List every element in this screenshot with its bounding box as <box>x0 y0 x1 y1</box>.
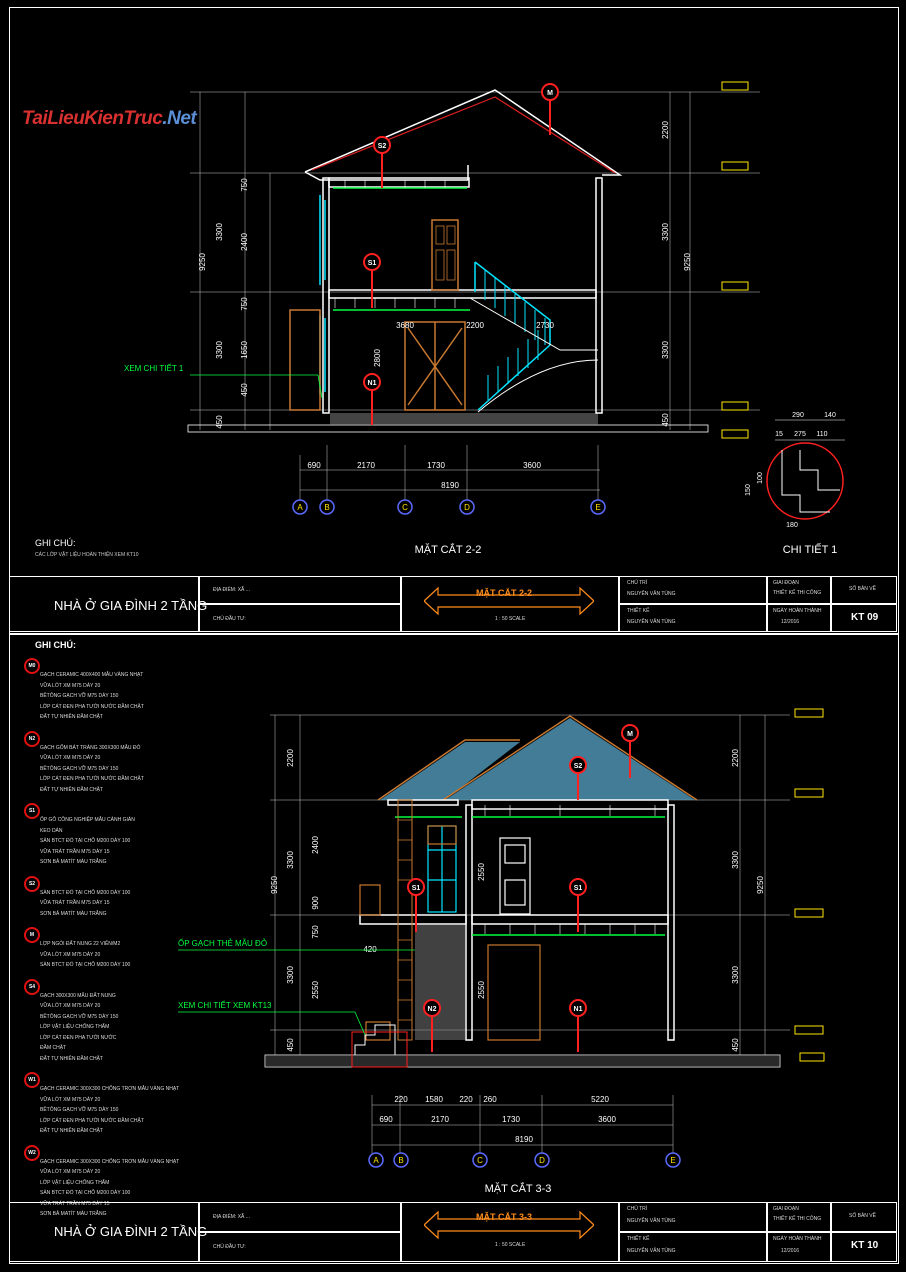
notes-title-2: GHI CHÚ: <box>35 640 76 650</box>
tag-s1: S1 <box>367 260 377 267</box>
legend-line: BÊTÔNG GẠCH VỠ M75 DÀY 150 <box>40 1013 119 1020</box>
legend-line: SÀN BTCT ĐỔ TẠI CHỖ M200 DÀY 100 <box>40 838 131 844</box>
dim2-right-3300a: 3300 <box>731 851 740 869</box>
scale-1: 1 : 50 SCALE <box>495 616 526 622</box>
legend-line: LỚP CÁT ĐEN PHA TƯỚI NƯỚC ĐẦM CHẶT <box>40 703 144 710</box>
legend-line: LỚP VẬT LIỆU CHỐNG THẤM <box>40 1179 110 1186</box>
legend-line: VỮA TRÁT TRẦN M75 DÀY 15 <box>40 848 110 855</box>
legend-line: VỮA LÓT XM M75 DÀY 20 <box>40 1169 101 1175</box>
tag-n1-2: N1 <box>573 1006 583 1013</box>
dim-750b: 750 <box>240 297 249 311</box>
dim-right-2200: 2200 <box>661 121 670 139</box>
dim2-420: 420 <box>363 945 377 954</box>
legend-line: BÊTÔNG GẠCH VỠ M75 DÀY 150 <box>40 693 119 699</box>
date-value-2: 12/2016 <box>781 1248 800 1254</box>
chu-tri-name-1: NGUYỄN VĂN TÙNG <box>627 591 676 597</box>
axis-e-2: E <box>670 1156 676 1165</box>
legend-line: LỚP VẬT LIỆU CHỐNG THẤM <box>40 1024 110 1030</box>
legend-line: GẠCH 300X300 MẪU ĐẤT NUNG <box>40 992 116 999</box>
dim-3680: 3680 <box>396 321 414 330</box>
sheet-label-2: SỐ BẢN VẼ <box>849 1213 876 1219</box>
dim2-left-3300a: 3300 <box>286 851 295 869</box>
owner-label-2: CHỦ ĐẦU TƯ: <box>213 1244 246 1250</box>
axis-b-2: B <box>398 1156 404 1165</box>
detail-dim-15a: 15 <box>775 431 783 438</box>
axis-c: C <box>402 503 408 512</box>
dim2-1730: 1730 <box>502 1115 520 1124</box>
thiet-ke-name-2: NGUYỄN VĂN TÙNG <box>627 1248 676 1254</box>
sheet-number-2: KT 10 <box>851 1240 879 1251</box>
dim2-2550b: 2550 <box>477 863 486 881</box>
legend-line: GẠCH CERAMIC 300X300 CHỐNG TRƠN MẪU VÀNG NHẠT <box>40 1158 180 1165</box>
dim-2800: 2800 <box>373 349 382 367</box>
legend-line: LỚP CÁT ĐEN PHA TƯỚI NƯỚC ĐẦM CHẶT <box>40 1117 144 1124</box>
section-3-3-drawing <box>0 634 906 1202</box>
phase-label-2: GIAI ĐOẠN <box>773 1206 799 1212</box>
legend-line: SÀN BTCT ĐỔ TẠI CHỖ M200 DÀY 100 <box>40 889 131 896</box>
tag-s1-2a: S1 <box>573 885 583 892</box>
dim-right-3300b: 3300 <box>661 341 670 359</box>
callout-xem-chi-tiet-1: XEM CHI TIẾT 1 <box>124 364 184 373</box>
dim-right-3300a: 3300 <box>661 223 670 241</box>
tag-m-2: M <box>627 731 633 738</box>
legend-line: BÊTÔNG GẠCH VỠ M75 DÀY 150 <box>40 1107 119 1113</box>
detail-dim-180: 180 <box>786 522 798 529</box>
phase-value-1: THIẾT KẾ THI CÔNG <box>773 590 822 596</box>
dim2-1580: 1580 <box>425 1095 443 1104</box>
legend-line: SÀN BTCT ĐỔ TẠI CHỖ M200 DÀY 100 <box>40 1190 131 1196</box>
project-name-1: NHÀ Ở GIA ĐÌNH 2 TẦNG <box>54 598 208 613</box>
section-2-2-drawing <box>0 0 906 575</box>
project-name-2: NHÀ Ở GIA ĐÌNH 2 TẦNG <box>54 1224 208 1239</box>
legend-line: ĐẤT TỰ NHIÊN ĐẦM CHẶT <box>40 1055 103 1062</box>
drawing-title-2: MẶT CẮT 3-3 <box>476 1212 532 1222</box>
dim-right-9250: 9250 <box>683 253 692 271</box>
legend-code-badge: W1 <box>24 1072 40 1088</box>
dim2-2550c: 2550 <box>477 981 486 999</box>
chu-tri-label-1: CHỦ TRÌ <box>627 580 648 586</box>
legend-code-badge: M0 <box>24 658 40 674</box>
notes-title-1: GHI CHÚ: <box>35 538 76 548</box>
dim2-right-9250: 9250 <box>756 876 765 894</box>
dim-690: 690 <box>307 461 321 470</box>
dim2-5220: 5220 <box>591 1095 609 1104</box>
dim2-220a: 220 <box>394 1095 408 1104</box>
dim-1650: 1650 <box>240 341 249 359</box>
legend-line: SƠN BẢ MATÍT MÀU TRẮNG <box>40 1211 107 1217</box>
dim-left-450: 450 <box>215 415 224 429</box>
dim2-2550a: 2550 <box>311 981 320 999</box>
dim2-2400: 2400 <box>311 836 320 854</box>
legend-line: GẠCH GỐM BÁT TRÀNG 300X300 MẪU ĐỎ <box>40 744 141 751</box>
legend-line: ĐẤT TỰ NHIÊN ĐẦM CHẶT <box>40 786 103 793</box>
legend-code-badge: M <box>24 927 40 943</box>
legend-line: VỮA LÓT XM M75 DÀY 20 <box>40 755 101 761</box>
detail-dim-275: 275 <box>794 431 806 438</box>
dim-total: 8190 <box>441 481 459 490</box>
dim-2400: 2400 <box>240 233 249 251</box>
dim-left-9250: 9250 <box>198 253 207 271</box>
axis-b: B <box>324 503 330 512</box>
location-label-1: ĐỊA ĐIỂM: XÃ ... <box>213 587 250 593</box>
dim2-220b: 220 <box>459 1095 473 1104</box>
detail-dim-140: 140 <box>824 412 836 419</box>
tag-s2-2: S2 <box>573 763 583 770</box>
legend-line: VỮA LÓT XM M75 DÀY 20 <box>40 1003 101 1009</box>
dim2-750: 750 <box>311 925 320 939</box>
dim2-left-2200: 2200 <box>286 749 295 767</box>
detail-dim-150: 150 <box>745 484 752 496</box>
legend-line: KEO DÁN <box>40 827 63 834</box>
dim2-right-450: 450 <box>731 1038 740 1052</box>
legend-line: BÊTÔNG GẠCH VỠ M75 DÀY 150 <box>40 765 119 772</box>
dim2-right-2200: 2200 <box>731 749 740 767</box>
legend-line: VỮA TRÁT TRẦN M75 DÀY 15 <box>40 1200 110 1207</box>
sheet-label-1: SỐ BẢN VẼ <box>849 586 876 592</box>
date-label-1: NGÀY HOÀN THÀNH <box>773 608 822 614</box>
axis-e: E <box>595 503 601 512</box>
phase-value-2: THIẾT KẾ THI CÔNG <box>773 1216 822 1222</box>
dim2-left-3300b: 3300 <box>286 966 295 984</box>
dim2-right-3300b: 3300 <box>731 966 740 984</box>
drawing-title-1: MẶT CẮT 2-2 <box>476 588 532 598</box>
dim-2200: 2200 <box>466 321 484 330</box>
dim2-total: 8190 <box>515 1135 533 1144</box>
legend-code-badge: N2 <box>24 731 40 747</box>
legend-line: SƠN BẢ MATÍT MÀU TRẮNG <box>40 859 107 865</box>
dim-1730: 1730 <box>427 461 445 470</box>
legend-line: GẠCH CERAMIC 300X300 CHỐNG TRƠN MẪU VÀNG NHẠT <box>40 1086 180 1092</box>
dim2-left-9250: 9250 <box>270 876 279 894</box>
legend-line: VỮA LÓT XM M75 DÀY 20 <box>40 1096 101 1103</box>
dim-450a: 450 <box>240 383 249 397</box>
legend-line: ĐẤT TỰ NHIÊN ĐẦM CHẶT <box>40 1128 103 1134</box>
legend-line: SÀN BTCT ĐỔ TẠI CHỖ M200 DÀY 100 <box>40 962 131 968</box>
axis-a-2: A <box>373 1156 379 1165</box>
legend-line: SƠN BẢ MATÍT MÀU TRẮNG <box>40 910 107 917</box>
legend-line: VỮA LÓT XM M75 DÀY 20 <box>40 951 101 958</box>
view-title-2-2: MẶT CẮT 2-2 <box>414 544 482 556</box>
location-label-2: ĐỊA ĐIỂM: XÃ ... <box>213 1214 250 1220</box>
dim-left-3300b: 3300 <box>215 223 224 241</box>
dim2-3600: 3600 <box>598 1115 616 1124</box>
legend-line: GẠCH CERAMIC 400X400 MẪU VÀNG NHẠT <box>40 672 144 678</box>
tag-n1: N1 <box>367 380 377 387</box>
detail-dim-100: 100 <box>757 472 764 484</box>
phase-label-1: GIAI ĐOẠN <box>773 580 799 586</box>
title-block-2 <box>9 1202 897 1262</box>
view-title-3-3: MẶT CẮT 3-3 <box>484 1183 552 1195</box>
dim-750a: 750 <box>240 178 249 192</box>
scale-2: 1 : 50 SCALE <box>495 1242 526 1248</box>
dim-2730: 2730 <box>536 321 554 330</box>
dim-right-450: 450 <box>661 413 670 427</box>
notes-text-1: CÁC LỚP VẬT LIỆU HOÀN THIỆN XEM KT10 <box>35 552 139 558</box>
legend-code-badge: S1 <box>24 803 40 819</box>
legend-line: ĐẤT TỰ NHIÊN ĐẦM CHẶT <box>40 714 103 720</box>
legend-line: LỚP CÁT ĐEN PHA TƯỚI NƯỚC <box>40 1034 117 1041</box>
legend-line: LỚP CÁT ĐEN PHA TƯỚI NƯỚC ĐẦM CHẶT <box>40 776 144 782</box>
detail-dim-290: 290 <box>792 412 804 419</box>
legend-line: LỢP NGÓI ĐẤT NUNG 22 VIÊN/M2 <box>40 941 121 947</box>
sheet-number-1: KT 09 <box>851 612 879 623</box>
legend-line: VỮA LÓT XM M75 DÀY 20 <box>40 682 101 689</box>
thiet-ke-label-1: THIẾT KẾ <box>627 608 650 614</box>
legend-line: ỐP GỖ CÔNG NGHIỆP MẪU CÁNH GIÁN <box>40 817 135 823</box>
dim-3600: 3600 <box>523 461 541 470</box>
callout-op-gach: ỐP GẠCH THẺ MẪU ĐỎ <box>178 939 268 948</box>
detail-dim-110: 110 <box>816 431 828 438</box>
axis-d-2: D <box>539 1156 545 1165</box>
chu-tri-label-2: CHỦ TRÌ <box>627 1206 648 1212</box>
axis-a: A <box>297 503 303 512</box>
chu-tri-name-2: NGUYỄN VĂN TÙNG <box>627 1218 676 1224</box>
dim2-2170: 2170 <box>431 1115 449 1124</box>
tag-m: M <box>547 90 553 97</box>
legend-code-badge: W2 <box>24 1145 40 1161</box>
callout-xem-kt13: XEM CHI TIẾT XEM KT13 <box>178 1001 272 1010</box>
date-value-1: 12/2016 <box>781 619 800 625</box>
watermark-logo: TaiLieuKienTruc.Net <box>22 108 197 129</box>
title-block-1 <box>9 576 897 632</box>
legend-code-badge: S2 <box>24 876 40 892</box>
tag-n2: N2 <box>427 1006 437 1013</box>
detail-title-1: CHI TIẾT 1 <box>782 544 838 556</box>
dim2-900: 900 <box>311 896 320 910</box>
axis-d: D <box>464 503 470 512</box>
axis-c-2: C <box>477 1156 483 1165</box>
dim2-690: 690 <box>379 1115 393 1124</box>
dim-2170: 2170 <box>357 461 375 470</box>
thiet-ke-label-2: THIẾT KẾ <box>627 1236 650 1242</box>
tag-s1-2b: S1 <box>411 885 421 892</box>
legend-code-badge: S4 <box>24 979 40 995</box>
dim-left-3300a: 3300 <box>215 341 224 359</box>
date-label-2: NGÀY HOÀN THÀNH <box>773 1236 822 1242</box>
dim2-left-450: 450 <box>286 1038 295 1052</box>
thiet-ke-name-1: NGUYỄN VĂN TÙNG <box>627 619 676 625</box>
legend-line: ĐẦM CHẶT <box>40 1045 67 1051</box>
owner-label-1: CHỦ ĐẦU TƯ: <box>213 616 246 622</box>
legend-line: VỮA TRÁT TRẦN M75 DÀY 15 <box>40 900 110 906</box>
tag-s2: S2 <box>377 143 387 150</box>
dim2-260: 260 <box>483 1095 497 1104</box>
